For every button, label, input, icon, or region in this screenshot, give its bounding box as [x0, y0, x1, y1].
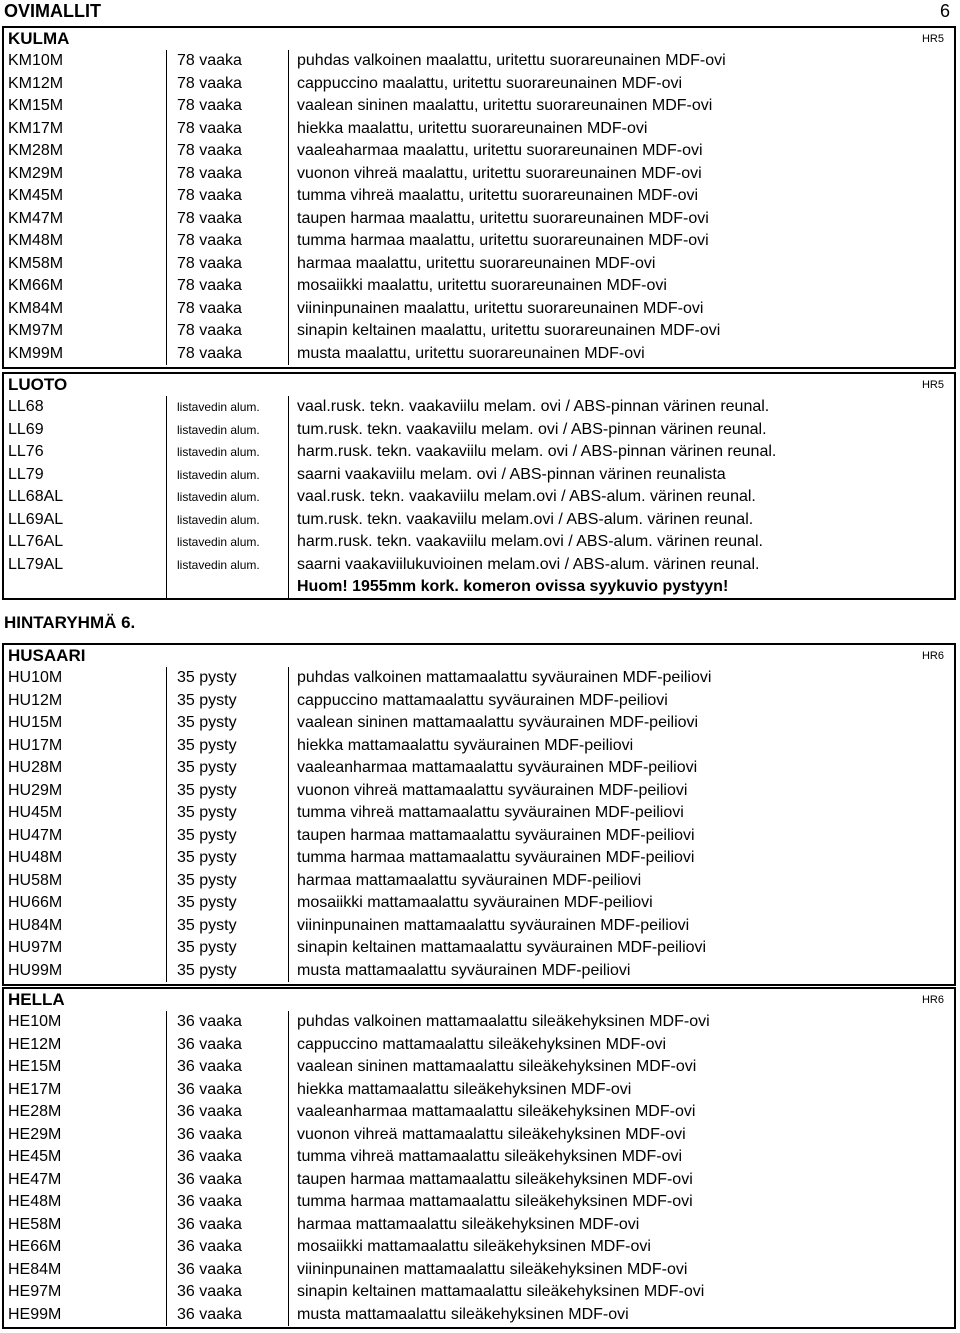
mounting-info: 35 pysty — [166, 802, 289, 825]
product-row — [4, 847, 954, 870]
product-description: vaaleanharmaa mattamaalattu syväurainen MDF-peiliovi — [297, 759, 698, 776]
product-description: hiekka mattamaalattu syväurainen MDF-peiliovi — [297, 736, 634, 754]
product-description: vaalean sininen mattamaalattu sileäkehyksinen MDF-ovi — [297, 1058, 697, 1075]
product-row — [4, 1146, 954, 1169]
product-code: HE45M — [8, 1148, 62, 1165]
product-row — [4, 735, 954, 758]
product-description: saarni vaakaviilukuvioinen melam.ovi / ABS-alum. värinen reunal. — [297, 555, 760, 573]
product-row — [4, 1169, 954, 1192]
mounting-info: 36 vaaka — [166, 1124, 289, 1147]
product-row — [4, 1281, 954, 1304]
product-description: tumma vihreä mattamaalattu syväurainen MDF-peiliovi — [297, 804, 684, 821]
product-description: musta maalattu, uritettu suorareunainen MDF-ovi — [297, 344, 645, 362]
product-code: HE66M — [8, 1238, 62, 1255]
product-code: KM99M — [8, 344, 64, 362]
product-code: HE97M — [8, 1283, 62, 1300]
product-description: sinapin keltainen mattamaalattu syväurainen MDF-peiliovi — [297, 939, 707, 956]
mounting-info: 35 pysty — [166, 780, 289, 803]
product-row — [4, 73, 954, 96]
mounting-info: 78 vaaka — [166, 95, 289, 118]
product-code: LL69 — [8, 420, 44, 438]
product-code: KM84M — [8, 299, 64, 317]
product-code: KM66M — [8, 277, 64, 294]
section-header — [4, 989, 954, 1011]
product-row — [4, 140, 954, 163]
product-code: HE12M — [8, 1035, 62, 1053]
product-row — [4, 960, 954, 983]
mounting-info: 78 vaaka — [166, 298, 289, 321]
product-row — [4, 230, 954, 253]
product-rows — [4, 1011, 954, 1326]
product-row — [4, 1034, 954, 1057]
product-code: HU28M — [8, 759, 63, 776]
product-code: KM47M — [8, 209, 64, 227]
product-code: KM10M — [8, 52, 64, 69]
mounting-info: listavedin alum. — [166, 396, 289, 419]
product-description: hiekka maalattu, uritettu suorareunainen MDF-ovi — [297, 119, 648, 137]
product-description: musta mattamaalattu syväurainen MDF-peiliovi — [297, 961, 631, 979]
product-row — [4, 937, 954, 960]
mounting-info: 78 vaaka — [166, 275, 289, 298]
product-description: vaal.rusk. tekn. vaakaviilu melam. ovi / ABS-pinnan värinen reunal. — [297, 398, 770, 415]
product-code: HE15M — [8, 1058, 62, 1075]
product-row — [4, 95, 954, 118]
section-title: HELLA — [8, 990, 65, 1009]
product-code: HU58M — [8, 871, 63, 889]
mounting-info: 78 vaaka — [166, 320, 289, 343]
mounting-info: 36 vaaka — [166, 1169, 289, 1192]
note-row — [4, 576, 954, 599]
product-rows — [4, 667, 954, 982]
product-description: cappuccino mattamaalattu syväurainen MDF-peiliovi — [297, 691, 668, 709]
product-code: KM17M — [8, 119, 64, 137]
product-row — [4, 712, 954, 735]
mounting-info: 78 vaaka — [166, 208, 289, 231]
product-description: tumma vihreä mattamaalattu sileäkehyksinen MDF-ovi — [297, 1148, 683, 1165]
product-description: vuonon vihreä mattamaalattu syväurainen MDF-peiliovi — [297, 781, 688, 799]
mounting-info: 35 pysty — [166, 757, 289, 780]
product-code: HE48M — [8, 1193, 62, 1210]
product-description: viininpunainen maalattu, uritettu suorareunainen MDF-ovi — [297, 299, 704, 317]
product-row — [4, 343, 954, 366]
product-row — [4, 1191, 954, 1214]
product-description: harmaa mattamaalattu syväurainen MDF-peiliovi — [297, 871, 642, 889]
section-title: LUOTO — [8, 375, 68, 394]
section-header — [4, 374, 954, 396]
mounting-info: listavedin alum. — [166, 509, 289, 532]
product-row — [4, 320, 954, 343]
product-description: taupen harmaa mattamaalattu sileäkehyksinen MDF-ovi — [297, 1170, 693, 1188]
product-description: mosaiikki mattamaalattu syväurainen MDF-peiliovi — [297, 894, 653, 911]
product-row — [4, 892, 954, 915]
product-code: HE99M — [8, 1305, 62, 1323]
product-code: LL79AL — [8, 555, 64, 573]
product-row — [4, 163, 954, 186]
product-row — [4, 1214, 954, 1237]
section-husaari — [2, 643, 956, 986]
product-code: HU12M — [8, 691, 63, 709]
product-description: tum.rusk. tekn. vaakaviilu melam. ovi / ABS-pinnan värinen reunal. — [297, 420, 767, 438]
mounting-info: 36 vaaka — [166, 1056, 289, 1079]
page-header — [0, 0, 960, 24]
product-row — [4, 757, 954, 780]
product-code: HE28M — [8, 1103, 62, 1120]
product-description: vaaleanharmaa mattamaalattu sileäkehyksinen MDF-ovi — [297, 1103, 696, 1120]
mounting-info: 35 pysty — [166, 892, 289, 915]
product-row — [4, 667, 954, 690]
mounting-info: 35 pysty — [166, 735, 289, 758]
product-row — [4, 531, 954, 554]
mounting-info: 78 vaaka — [166, 185, 289, 208]
product-code: HU10M — [8, 669, 63, 686]
product-code: LL76 — [8, 443, 44, 460]
mounting-info: 78 vaaka — [166, 230, 289, 253]
product-row — [4, 396, 954, 419]
mounting-info: listavedin alum. — [166, 441, 289, 464]
section-note: Huom! 1955mm kork. komeron ovissa syykuvio pystyyn! — [297, 578, 729, 595]
price-group-heading: HINTARYHMÄ 6. — [4, 613, 136, 632]
mounting-info: 78 vaaka — [166, 343, 289, 366]
product-code: HU45M — [8, 804, 63, 821]
product-code: HU29M — [8, 781, 63, 799]
product-code: KM28M — [8, 142, 64, 159]
product-description: puhdas valkoinen mattamaalattu syväurainen MDF-peiliovi — [297, 669, 712, 686]
product-row — [4, 1011, 954, 1034]
product-code: KM45M — [8, 187, 64, 204]
mounting-info: 78 vaaka — [166, 253, 289, 276]
mounting-info: 78 vaaka — [166, 118, 289, 141]
mounting-info: 78 vaaka — [166, 163, 289, 186]
mounting-info: 35 pysty — [166, 915, 289, 938]
product-row — [4, 509, 954, 532]
mounting-info: 35 pysty — [166, 690, 289, 713]
product-description: tumma harmaa mattamaalattu syväurainen MDF-peiliovi — [297, 849, 695, 866]
product-description: musta mattamaalattu sileäkehyksinen MDF-ovi — [297, 1305, 629, 1323]
product-row — [4, 870, 954, 893]
product-row — [4, 1259, 954, 1282]
product-row — [4, 915, 954, 938]
product-row — [4, 690, 954, 713]
product-row — [4, 825, 954, 848]
product-code: HU84M — [8, 916, 63, 934]
product-row — [4, 1124, 954, 1147]
product-description: harm.rusk. tekn. vaakaviilu melam. ovi / ABS-pinnan värinen reunal. — [297, 443, 777, 460]
section-luoto — [2, 372, 956, 600]
product-code: HE58M — [8, 1215, 62, 1233]
product-row — [4, 464, 954, 487]
product-description: hiekka mattamaalattu sileäkehyksinen MDF-ovi — [297, 1080, 632, 1098]
product-code: LL68AL — [8, 488, 64, 505]
mounting-info: 36 vaaka — [166, 1101, 289, 1124]
product-description: harm.rusk. tekn. vaakaviilu melam.ovi / ABS-alum. värinen reunal. — [297, 533, 763, 550]
mounting-info: 35 pysty — [166, 667, 289, 690]
product-description: sinapin keltainen maalattu, uritettu suorareunainen MDF-ovi — [297, 322, 721, 339]
product-row — [4, 118, 954, 141]
mounting-info: 78 vaaka — [166, 50, 289, 73]
section-hella — [2, 987, 956, 1329]
product-code: HU17M — [8, 736, 63, 754]
product-description: puhdas valkoinen mattamaalattu sileäkehyksinen MDF-ovi — [297, 1013, 710, 1030]
mounting-info: 36 vaaka — [166, 1281, 289, 1304]
mounting-info: 36 vaaka — [166, 1011, 289, 1034]
product-code: KM12M — [8, 74, 64, 92]
product-code: HU99M — [8, 961, 63, 979]
product-description: vaalean sininen maalattu, uritettu suorareunainen MDF-ovi — [297, 97, 713, 114]
product-description: vuonon vihreä maalattu, uritettu suorareunainen MDF-ovi — [297, 164, 702, 182]
mounting-info: 36 vaaka — [166, 1191, 289, 1214]
mounting-info: 35 pysty — [166, 870, 289, 893]
product-code: HE84M — [8, 1260, 62, 1278]
mounting-info: listavedin alum. — [166, 486, 289, 509]
product-description: saarni vaakaviilu melam. ovi / ABS-pinnan värinen reunalista — [297, 465, 726, 483]
product-description: vaal.rusk. tekn. vaakaviilu melam.ovi / ABS-alum. värinen reunal. — [297, 488, 756, 505]
product-description: viininpunainen mattamaalattu syväurainen MDF-peiliovi — [297, 916, 690, 934]
mounting-info: listavedin alum. — [166, 419, 289, 442]
mounting-info: 36 vaaka — [166, 1259, 289, 1282]
note-spacer — [166, 576, 289, 599]
mounting-info: 36 vaaka — [166, 1236, 289, 1259]
product-description: harmaa maalattu, uritettu suorareunainen MDF-ovi — [297, 254, 656, 272]
product-row — [4, 1056, 954, 1079]
product-row — [4, 419, 954, 442]
section-header — [4, 645, 954, 667]
product-code: HU48M — [8, 849, 63, 866]
product-row — [4, 554, 954, 577]
product-row — [4, 1079, 954, 1102]
mounting-info: listavedin alum. — [166, 531, 289, 554]
product-description: puhdas valkoinen maalattu, uritettu suorareunainen MDF-ovi — [297, 52, 726, 69]
product-description: taupen harmaa mattamaalattu syväurainen MDF-peiliovi — [297, 826, 695, 844]
product-description: cappuccino mattamaalattu sileäkehyksinen MDF-ovi — [297, 1035, 667, 1053]
mounting-info: 36 vaaka — [166, 1034, 289, 1057]
product-row — [4, 185, 954, 208]
product-row — [4, 253, 954, 276]
product-row — [4, 1236, 954, 1259]
product-description: tumma harmaa maalattu, uritettu suorareunainen MDF-ovi — [297, 232, 709, 249]
mounting-info: 36 vaaka — [166, 1214, 289, 1237]
product-code: HE17M — [8, 1080, 62, 1098]
product-code: HU97M — [8, 939, 63, 956]
mounting-info: listavedin alum. — [166, 554, 289, 577]
product-description: tumma harmaa mattamaalattu sileäkehyksinen MDF-ovi — [297, 1193, 693, 1210]
product-description: harmaa mattamaalattu sileäkehyksinen MDF-ovi — [297, 1215, 640, 1233]
mounting-info: 78 vaaka — [166, 73, 289, 96]
product-code: HU15M — [8, 714, 63, 731]
product-row — [4, 275, 954, 298]
product-description: viininpunainen mattamaalattu sileäkehyksinen MDF-ovi — [297, 1260, 688, 1278]
product-code: HE29M — [8, 1125, 62, 1143]
page-number: 6 — [939, 1, 950, 21]
product-description: vuonon vihreä mattamaalattu sileäkehyksinen MDF-ovi — [297, 1125, 686, 1143]
page-title: OVIMALLIT — [4, 1, 101, 21]
product-row — [4, 441, 954, 464]
product-row — [4, 1101, 954, 1124]
price-group-code: HR5 — [921, 379, 944, 391]
product-description: mosaiikki maalattu, uritettu suorareunainen MDF-ovi — [297, 277, 667, 294]
product-code: KM29M — [8, 164, 64, 182]
product-row — [4, 802, 954, 825]
section-header — [4, 28, 954, 50]
section-title: KULMA — [8, 29, 70, 48]
product-code: HE47M — [8, 1170, 62, 1188]
mounting-info: 36 vaaka — [166, 1304, 289, 1327]
mounting-info: 35 pysty — [166, 712, 289, 735]
product-code: LL79 — [8, 465, 44, 483]
product-row — [4, 208, 954, 231]
product-rows — [4, 396, 954, 599]
mounting-info: 35 pysty — [166, 960, 289, 983]
price-group-code: HR5 — [921, 33, 944, 45]
mounting-info: 36 vaaka — [166, 1146, 289, 1169]
price-group-code: HR6 — [921, 650, 944, 662]
mounting-info: 35 pysty — [166, 937, 289, 960]
product-code: HU66M — [8, 894, 63, 911]
product-description: taupen harmaa maalattu, uritettu suorareunainen MDF-ovi — [297, 209, 709, 227]
product-description: tumma vihreä maalattu, uritettu suorareunainen MDF-ovi — [297, 187, 699, 204]
mounting-info: 35 pysty — [166, 847, 289, 870]
mounting-info: 35 pysty — [166, 825, 289, 848]
product-row — [4, 50, 954, 73]
section-kulma — [2, 26, 956, 369]
product-code: HE10M — [8, 1013, 62, 1030]
section-title: HUSAARI — [8, 646, 86, 665]
product-rows — [4, 50, 954, 365]
product-description: vaalean sininen mattamaalattu syväurainen MDF-peiliovi — [297, 714, 699, 731]
product-code: LL76AL — [8, 533, 64, 550]
product-description: mosaiikki mattamaalattu sileäkehyksinen MDF-ovi — [297, 1238, 651, 1255]
product-description: tum.rusk. tekn. vaakaviilu melam.ovi / ABS-alum. värinen reunal. — [297, 510, 754, 528]
mounting-info: 78 vaaka — [166, 140, 289, 163]
product-description: vaaleaharmaa maalattu, uritettu suorareunainen MDF-ovi — [297, 142, 703, 159]
product-code: LL68 — [8, 398, 44, 415]
mounting-info: listavedin alum. — [166, 464, 289, 487]
price-group-code: HR6 — [921, 994, 944, 1006]
product-code: HU47M — [8, 826, 63, 844]
product-row — [4, 298, 954, 321]
product-row — [4, 780, 954, 803]
product-row — [4, 1304, 954, 1327]
product-code: KM58M — [8, 254, 64, 272]
product-code: KM48M — [8, 232, 64, 249]
product-row — [4, 486, 954, 509]
product-description: cappuccino maalattu, uritettu suorareunainen MDF-ovi — [297, 74, 683, 92]
product-code: LL69AL — [8, 510, 64, 528]
product-description: sinapin keltainen mattamaalattu sileäkehyksinen MDF-ovi — [297, 1283, 705, 1300]
product-code: KM97M — [8, 322, 64, 339]
mounting-info: 36 vaaka — [166, 1079, 289, 1102]
product-code: KM15M — [8, 97, 64, 114]
